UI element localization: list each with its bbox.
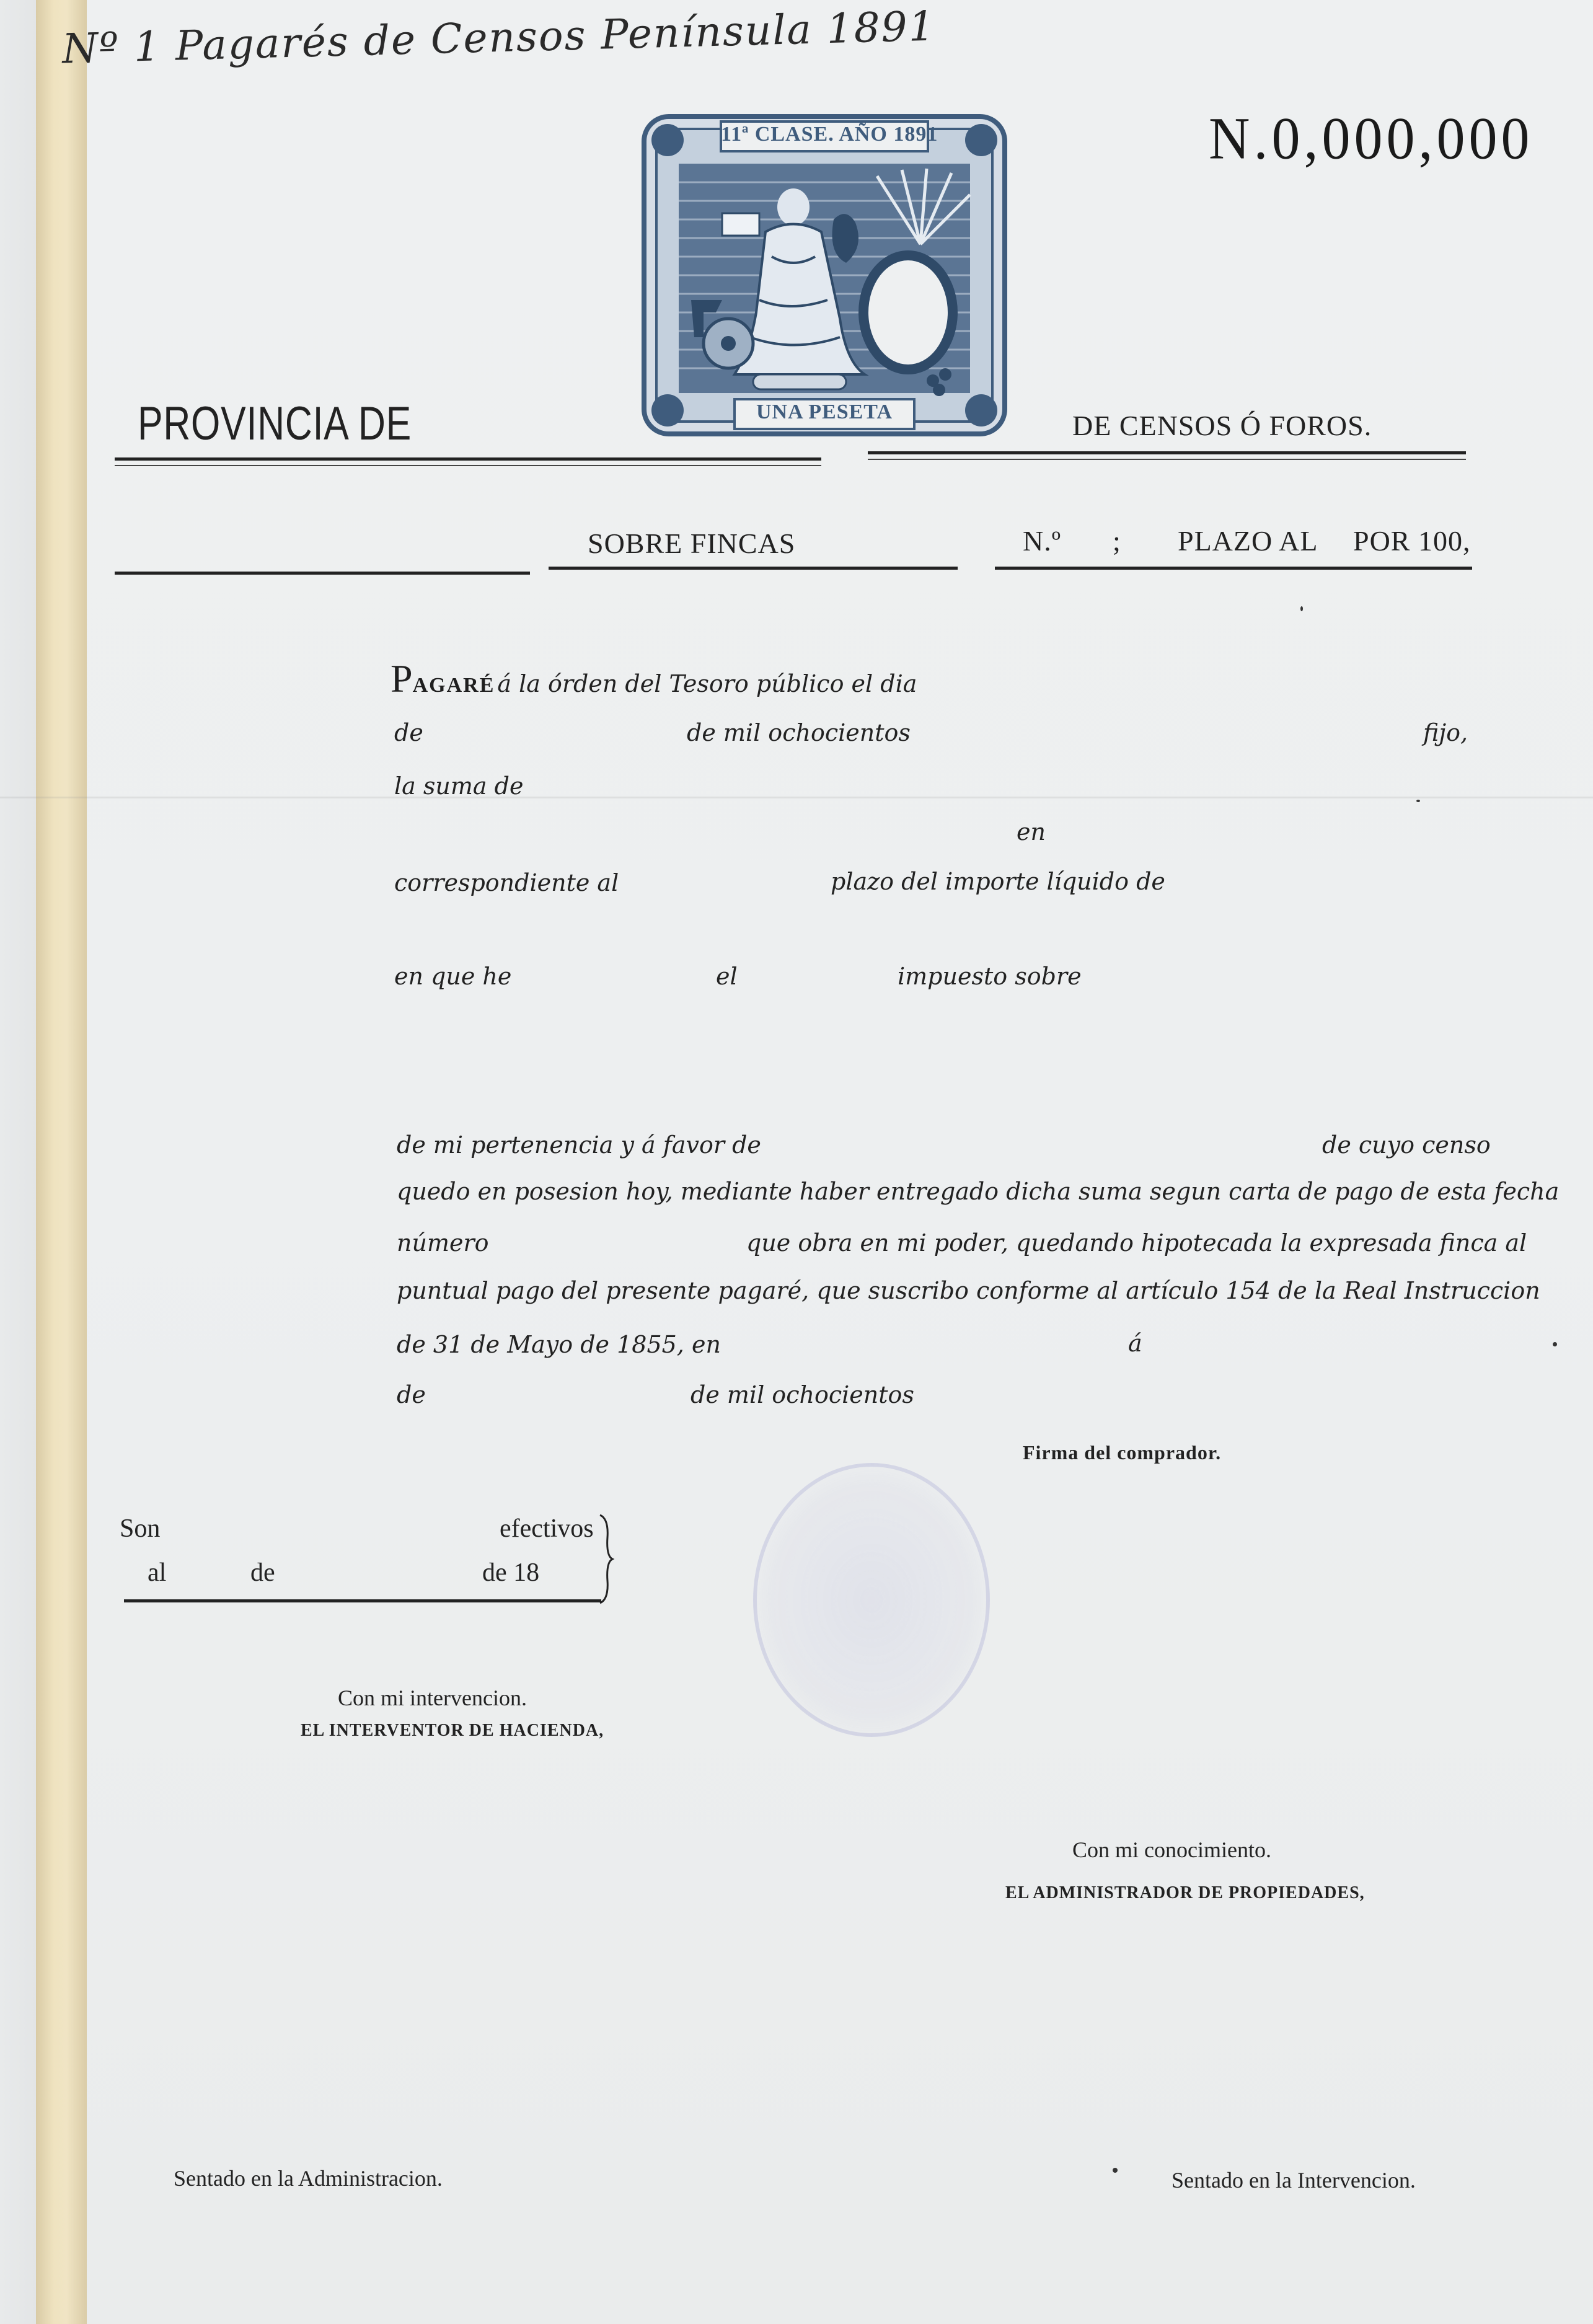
header-rule-right <box>868 451 1466 454</box>
header-rule-right-thin <box>868 459 1466 460</box>
line2-mil: de mil ochocientos <box>687 719 911 746</box>
line12-de: de <box>397 1381 426 1408</box>
line4-en: en <box>1017 818 1046 846</box>
rule-provincia-value <box>115 572 530 575</box>
paper-speck <box>1416 800 1420 802</box>
line11-a: á <box>1128 1330 1142 1357</box>
left-margin <box>0 0 36 2324</box>
line8-posesion: quedo en posesion hoy, mediante haber entregado dicha suma segun carta de pago de esta fecha <box>397 1178 1560 1205</box>
rule-sobre-fincas <box>549 567 958 570</box>
line5-correspondiente: correspondiente al <box>394 869 619 896</box>
footer-intervencion: Sentado en la Intervencion. <box>1172 2168 1416 2193</box>
stamp-vignette-icon <box>642 114 1007 436</box>
pagare-heading <box>391 656 917 702</box>
conocimiento-line2: EL ADMINISTRADOR DE PROPIEDADES, <box>1005 1883 1365 1902</box>
line2-de: de <box>394 719 423 746</box>
paper-speck <box>1553 1342 1557 1346</box>
line10-puntual: puntual pago del presente pagaré, que suscribo conforme al artículo 154 de la Real Instruccion <box>397 1277 1540 1304</box>
line12-mil: de mil ochocientos <box>691 1381 914 1408</box>
fold-line <box>0 797 1593 798</box>
line11-fecha: de 31 de Mayo de 1855, en <box>397 1331 721 1358</box>
header-rule-left <box>115 457 821 461</box>
revenue-stamp <box>642 114 1007 436</box>
intervencion-line2: EL INTERVENTOR DE HACIENDA, <box>301 1721 604 1740</box>
numero-label: N.º <box>1023 525 1061 557</box>
paper-speck <box>1113 2168 1118 2173</box>
brace-icon <box>596 1513 615 1606</box>
serial-number: N.0,000,000 <box>1209 105 1533 172</box>
son-rule <box>124 1599 601 1602</box>
conocimiento-line1: Con mi conocimiento. <box>1072 1837 1271 1862</box>
faint-seal <box>753 1463 990 1737</box>
line9-numero: número <box>397 1229 489 1257</box>
stamp-top-label: 11ª CLASE. AÑO 1891 <box>721 123 938 146</box>
stamp-bottom-label: UNA PESETA <box>756 400 893 423</box>
por-cien-label: POR 100, <box>1353 525 1471 557</box>
plazo-label: PLAZO AL <box>1178 525 1318 557</box>
provincia-label: PROVINCIA DE <box>138 397 412 450</box>
son-label: Son <box>120 1514 161 1543</box>
de18-label: de 18 <box>482 1558 540 1587</box>
footer-administracion: Sentado en la Administracion. <box>174 2166 443 2191</box>
sobre-fincas-label: SOBRE FINCAS <box>588 528 796 559</box>
line1-rest: á la órden del Tesoro público el dia <box>497 670 917 697</box>
line2-fijo: fijo, <box>1423 719 1468 746</box>
header-rule-left-thin <box>115 465 821 466</box>
line7-cuyo-censo: de cuyo censo <box>1322 1131 1491 1159</box>
de-label: de <box>250 1558 275 1587</box>
rule-plazo <box>995 567 1472 570</box>
line7-pertenencia: de mi pertenencia y á favor de <box>397 1131 761 1159</box>
line5-plazo: plazo del importe líquido de <box>831 868 1165 895</box>
line6-el: el <box>716 963 738 990</box>
intervencion-line1: Con mi intervencion. <box>338 1686 527 1710</box>
handwritten-note: Nº 1 Pagarés de Censos Península 1891 <box>61 2 937 73</box>
line9-obra: que obra en mi poder, quedando hipotecada la expresada finca al <box>746 1229 1527 1257</box>
censos-label: DE CENSOS Ó FOROS. <box>1072 410 1372 441</box>
line3-suma: la suma de <box>394 772 524 800</box>
pagare-initial: P <box>391 656 413 700</box>
semicolon-label: ; <box>1113 525 1121 557</box>
adhesive-tape-strip <box>36 0 87 2324</box>
al-label: al <box>148 1558 167 1587</box>
line6-impuesto: impuesto sobre <box>898 963 1082 990</box>
firma-comprador: Firma del comprador. <box>1023 1441 1222 1464</box>
efectivos-label: efectivos <box>500 1514 594 1543</box>
paper-speck <box>1300 606 1303 611</box>
pagare-caps: AGARÉ <box>412 674 495 697</box>
line6-en-que-he: en que he <box>394 963 512 990</box>
